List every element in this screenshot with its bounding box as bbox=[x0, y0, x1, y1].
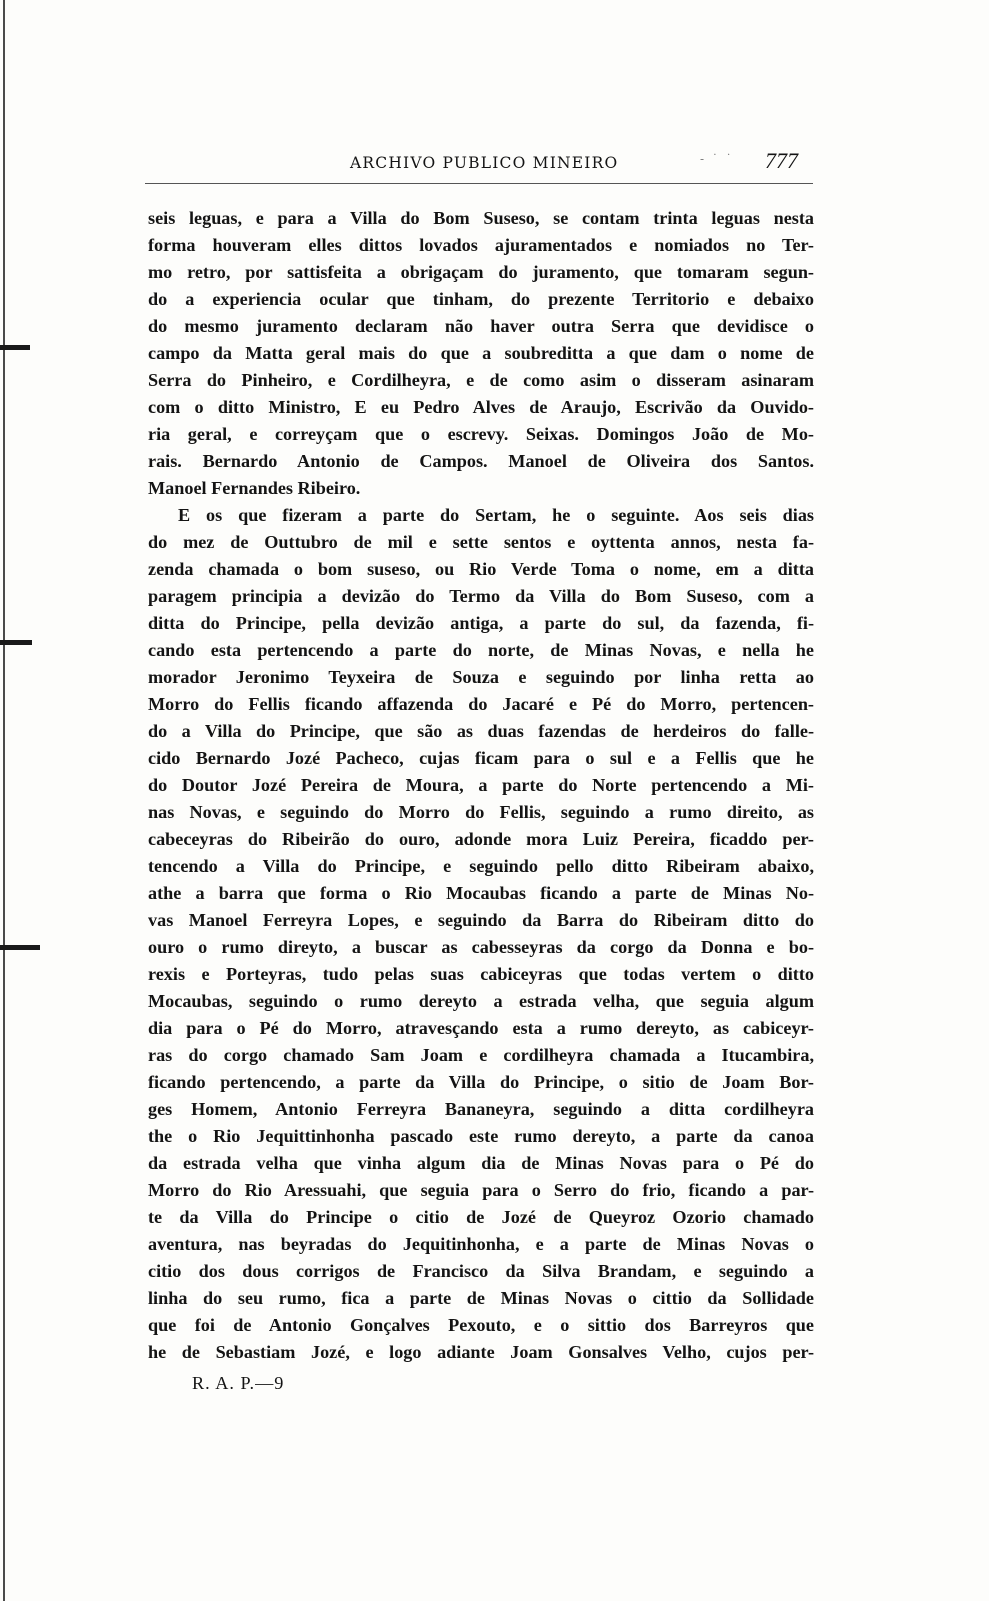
text-line: seis leguas, e para a Villa do Bom Suseso, se contam trinta leguas nesta bbox=[148, 208, 814, 228]
text-line: ras do corgo chamado Sam Joam e cordilheyra chamada a Itucambira, bbox=[148, 1045, 814, 1065]
text-line: mo retro, por sattisfeita a obrigaçam do juramento, que tomaram segun- bbox=[148, 262, 814, 282]
text-line: rexis e Porteyras, tudo pelas suas cabiceyras que todas vertem o ditto bbox=[148, 964, 814, 984]
text-line: te da Villa do Principe o citio de Jozé de Queyroz Ozorio chamado bbox=[148, 1207, 814, 1227]
text-line: zenda chamada o bom suseso, ou Rio Verde Toma o nome, em a ditta bbox=[148, 559, 814, 579]
text-line: he de Sebastiam Jozé, e logo adiante Joam Gonsalves Velho, cujos per- bbox=[148, 1342, 814, 1362]
text-line: do mesmo juramento declaram não haver outra Serra que devidisce o bbox=[148, 316, 814, 336]
text-line: vas Manoel Ferreyra Lopes, e seguindo da Barra do Ribeiram ditto do bbox=[148, 910, 814, 930]
text-line: que foi de Antonio Gonçalves Pexouto, e o sittio dos Barreyros que bbox=[148, 1315, 814, 1335]
text-line: the o Rio Jequittinhonha pascado este rumo dereyto, a parte da canoa bbox=[148, 1126, 814, 1146]
text-line: do a Villa do Principe, que são as duas fazendas de herdeiros do falle- bbox=[148, 721, 814, 741]
text-line: ges Homem, Antonio Ferreyra Bananeyra, seguindo a ditta cordilheyra bbox=[148, 1099, 814, 1119]
text-line: Manoel Fernandes Ribeiro. bbox=[148, 478, 361, 498]
text-line: cando esta pertencendo a parte do norte, de Minas Novas, e nella he bbox=[148, 640, 814, 660]
text-line: aventura, nas beyradas do Jequitinhonha, e a parte de Minas Novas o bbox=[148, 1234, 814, 1254]
text-line: Morro do Fellis ficando affazenda do Jacaré e Pé do Morro, pertencen- bbox=[148, 694, 814, 714]
text-line: linha do seu rumo, fica a parte de Minas Novas o cittio da Sollidade bbox=[148, 1288, 814, 1308]
text-line: Morro do Rio Aressuahi, que seguia para o Serro do frio, ficando a par- bbox=[148, 1180, 814, 1200]
text-line: da estrada velha que vinha algum dia de Minas Novas para o Pé do bbox=[148, 1153, 814, 1173]
text-line: do mez de Outtubro de mil e sette sentos e oyttenta annos, nesta fa- bbox=[148, 532, 814, 552]
text-line: E os que fizeram a parte do Sertam, he o seguinte. Aos seis dias bbox=[178, 505, 814, 525]
running-title: ARCHIVO PUBLICO MINEIRO bbox=[350, 154, 619, 172]
text-line: com o ditto Ministro, E eu Pedro Alves de Araujo, Escrivão da Ouvido- bbox=[148, 397, 814, 417]
print-speck: - ˙ ˙ bbox=[700, 152, 734, 166]
text-line: cido Bernardo Jozé Pacheco, cujas ficam para o sul e a Fellis que he bbox=[148, 748, 814, 768]
text-line: rais. Bernardo Antonio de Campos. Manoel de Oliveira dos Santos. bbox=[148, 451, 814, 471]
body-text bbox=[148, 205, 814, 1366]
signature-mark: R. A. P.—9 bbox=[192, 1373, 285, 1393]
text-line: Mocaubas, seguindo o rumo dereyto a estrada velha, que seguia algum bbox=[148, 991, 814, 1011]
page-number: 777 bbox=[765, 148, 798, 173]
text-line: do a experiencia ocular que tinham, do prezente Territorio e debaixo bbox=[148, 289, 814, 309]
text-line: campo da Matta geral mais do que a soubreditta a que dam o nome de bbox=[148, 343, 814, 363]
binding-mark bbox=[0, 945, 40, 950]
text-line: nas Novas, e seguindo do Morro do Fellis, seguindo a rumo direito, as bbox=[148, 802, 814, 822]
text-line: paragem principia a devizão do Termo da Villa do Bom Suseso, com a bbox=[148, 586, 814, 606]
text-line: Serra do Pinheiro, e Cordilheyra, e de como asim o disseram asinaram bbox=[148, 370, 814, 390]
binding-mark bbox=[0, 345, 30, 350]
header-rule bbox=[145, 183, 813, 184]
text-line: cabeceyras do Ribeirão do ouro, adonde mora Luiz Pereira, ficaddo per- bbox=[148, 829, 814, 849]
text-line: athe a barra que forma o Rio Mocaubas ficando a parte de Minas No- bbox=[148, 883, 814, 903]
text-line: ditta do Principe, pella devizão antiga, a parte do sul, da fazenda, fi- bbox=[148, 613, 814, 633]
text-line: do Doutor Jozé Pereira de Moura, a parte do Norte pertencendo a Mi- bbox=[148, 775, 814, 795]
text-line: citio dos dous corrigos de Francisco da Silva Brandam, e seguindo a bbox=[148, 1261, 814, 1281]
binding-mark bbox=[0, 640, 32, 645]
binding-edge bbox=[3, 0, 5, 1601]
text-line: tencendo a Villa do Principe, e seguindo pello ditto Ribeiram abaixo, bbox=[148, 856, 814, 876]
text-line: ria geral, e correyçam que o escrevy. Seixas. Domingos João de Mo- bbox=[148, 424, 814, 444]
text-line: dia para o Pé do Morro, atravesçando esta a rumo dereyto, as cabiceyr- bbox=[148, 1018, 814, 1038]
text-line: ouro o rumo direyto, a buscar as cabesseyras da corgo da Donna e bo- bbox=[148, 937, 814, 957]
text-line: morador Jeronimo Teyxeira de Souza e seguindo por linha retta ao bbox=[148, 667, 814, 687]
text-line: ficando pertencendo, a parte da Villa do Principe, o sitio de Joam Bor- bbox=[148, 1072, 814, 1092]
text-line: forma houveram elles dittos lovados ajuramentados e nomiados no Ter- bbox=[148, 235, 814, 255]
